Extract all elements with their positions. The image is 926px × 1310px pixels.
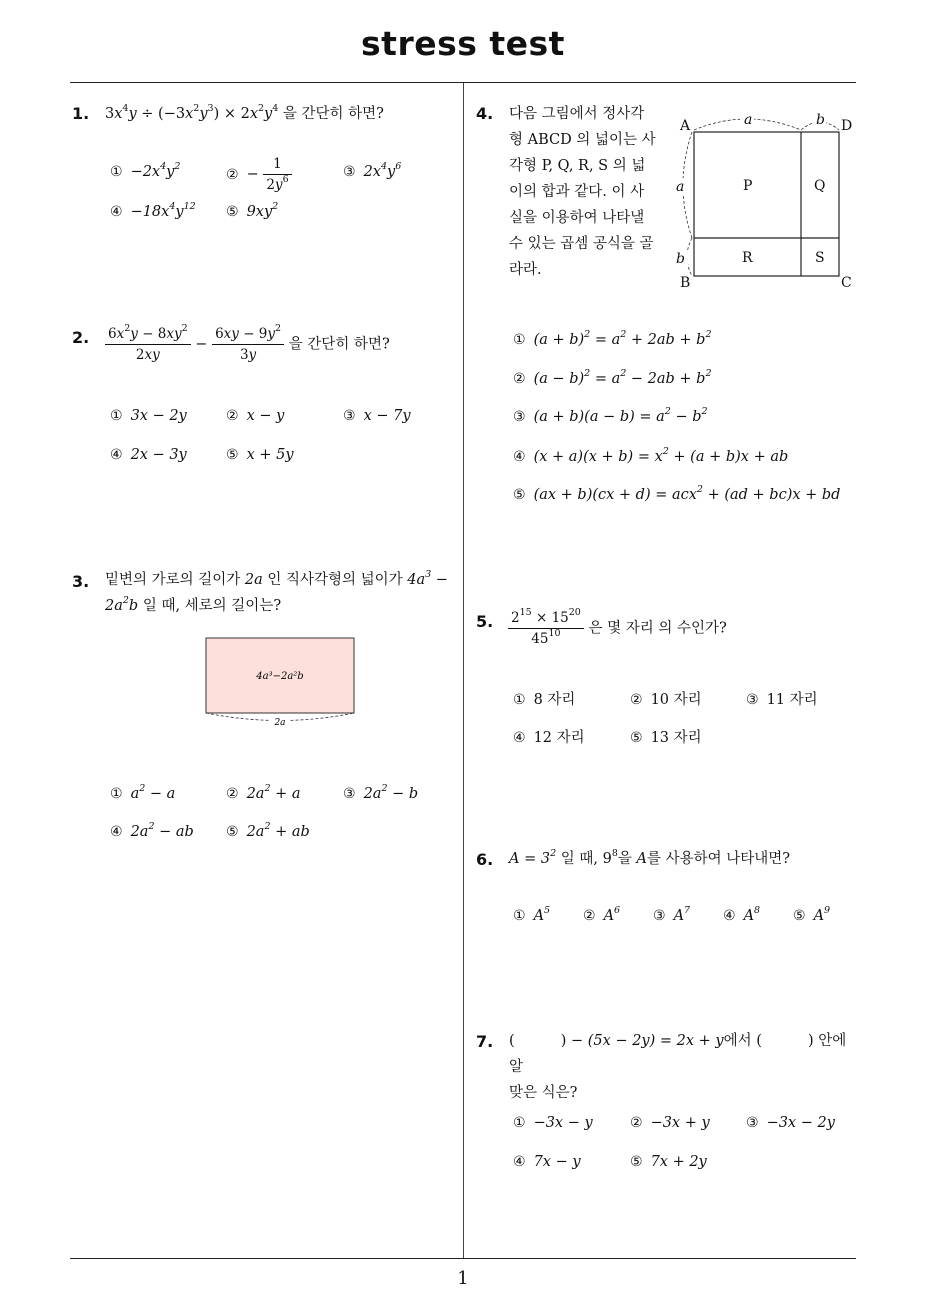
- q3-option-1[interactable]: ① $a^2 - a$: [110, 783, 176, 802]
- q1-option-3[interactable]: ③ $2x^4y^6$: [343, 161, 402, 180]
- q6-option-3[interactable]: ③ $A^7$: [653, 905, 691, 924]
- q4-corner-b: B: [680, 275, 691, 291]
- q3-option-3[interactable]: ③ $2a^2 - b$: [343, 783, 419, 802]
- q1-option-4[interactable]: ④ $-18x^4y^{12}$: [110, 201, 196, 220]
- q6-option-2[interactable]: ② $A^6$: [583, 905, 621, 924]
- q4-line: 이의 합과 같다. 이 사: [509, 184, 645, 200]
- q3-text-3: 일 때, 세로의 길이는?: [138, 598, 282, 614]
- q3-option-2[interactable]: ② $2a^2 + a$: [226, 783, 301, 802]
- q4-number: 4.: [476, 104, 494, 123]
- q4-left-b-label: b: [676, 251, 685, 267]
- q4-option-4[interactable]: ④ $(x + a)(x + b) = x^2 + (a + b)x$ + ab: [513, 446, 789, 465]
- q3-base-label: 2a: [274, 718, 286, 728]
- q4-region-p: P: [743, 178, 753, 194]
- q4-left-a-label: a: [676, 179, 685, 195]
- q7-stem: ( ) − (5x − 2y) = 2x + y에서 ( ) 안에 알 맞은 식은?: [509, 1033, 847, 1101]
- q4-top-b-label: b: [816, 112, 825, 128]
- q7-option-1[interactable]: ① −3x − y: [513, 1115, 593, 1131]
- q2-fraction-2: $\frac{6xy - 9y^2}{3y}$: [212, 326, 284, 363]
- q5-option-5[interactable]: ⑤ 13 자리: [630, 730, 702, 746]
- q2-option-3[interactable]: ③ x − 7y: [343, 408, 411, 424]
- q4-region-r: R: [742, 250, 753, 266]
- page-number: 1: [457, 1268, 469, 1289]
- q3-stem: 밑변의 가로의 길이가 2a 인 직사각형의 넓이가 $4a^3$ − $2a^2b$ 일 때, 세로의 길이는?: [105, 569, 448, 614]
- q3-area-label: 4a³−2a²b: [256, 671, 304, 682]
- q5-stem: [508, 607, 727, 647]
- q4-line: 각형 P, Q, R, S 의 넓: [509, 158, 646, 174]
- q6-option-4[interactable]: ④ $A^8$: [723, 905, 761, 924]
- q7-question: 맞은 식은?: [509, 1085, 578, 1101]
- q6-option-1[interactable]: ① $A^5$: [513, 905, 551, 924]
- q6-number: 6.: [476, 850, 494, 869]
- q6-option-5[interactable]: ⑤ $A^9$: [793, 905, 831, 924]
- q2-option-2[interactable]: ② x − y: [226, 408, 285, 424]
- q4-line: 수 있는 곱셈 공식을 골: [509, 236, 654, 252]
- q5-option-2[interactable]: ② 10 자리: [630, 692, 702, 708]
- q4-top-a-label: a: [744, 112, 753, 128]
- q4-line: 다음 그림에서 정사각: [509, 106, 645, 122]
- q3-option-5[interactable]: ⑤ $2a^2$ + ab: [226, 821, 310, 840]
- q5-number: 5.: [476, 612, 494, 631]
- q7-option-4[interactable]: ④ 7x − y: [513, 1154, 581, 1170]
- q4-option-3[interactable]: ③ $(a + b)(a - b) = a^2 - b^2$: [513, 406, 708, 425]
- q3-number: 3.: [72, 572, 90, 591]
- q1-option-1[interactable]: ① $-2x^4y^2$: [110, 161, 181, 180]
- q4-line: 실을 이용하여 나타낼: [509, 210, 645, 226]
- q2-option-5[interactable]: ⑤ x + 5y: [226, 447, 294, 463]
- q4-option-1[interactable]: ① $(a + b)^2 = a^2 + 2ab + b^2$: [513, 329, 712, 348]
- q7-option-3[interactable]: ③ −3x − 2y: [746, 1115, 835, 1131]
- q5-question: 은 몇 자리 의 수인가?: [588, 620, 727, 637]
- q3-text-1: 밑변의 가로의 길이가: [105, 572, 245, 588]
- q7-option-5[interactable]: ⑤ 7x + 2y: [630, 1154, 707, 1170]
- footer-rule: [70, 1258, 856, 1259]
- q4-stem: [509, 101, 669, 283]
- q4-option-5[interactable]: ⑤ (ax + b)(cx + d) = acx$^2$ + (ad + bc)x + bd: [513, 484, 841, 503]
- q2-number: 2.: [72, 328, 90, 347]
- q2-fraction-1: $\frac{6x^2y - 8xy^2}{2xy}$: [105, 326, 191, 363]
- q6-stem: $A = 3^2$ 일 때, $9^8$을 A를 사용하여 나타내면?: [509, 848, 791, 867]
- q5-option-3[interactable]: ③ 11 자리: [746, 692, 818, 708]
- q4-corner-a: A: [680, 118, 691, 134]
- q1-stem: [105, 101, 384, 127]
- q1-option-5[interactable]: ⑤ $9xy^2$: [226, 201, 279, 220]
- q4-option-2[interactable]: ② $(a - b)^2 = a^2 - 2ab + b^2$: [513, 368, 712, 387]
- q4-square-figure: [670, 108, 860, 294]
- column-divider: [463, 83, 464, 1259]
- q2-stem: $\frac{6x^2y - 8xy^2}{2xy}$ − $\frac{6xy - 9y^2}{3y}$ 을 간단히 하면?: [105, 326, 390, 363]
- q3-rectangle-figure: [200, 632, 362, 732]
- q7-option-2[interactable]: ② −3x + y: [630, 1115, 710, 1131]
- q1-number: 1.: [72, 104, 90, 123]
- q5-fraction: $\frac{2^{15} \times 15^{20}}{45^{10}}$: [508, 610, 584, 647]
- q1-option-2[interactable]: ② − $\frac{1}{2y^6}$: [226, 156, 292, 193]
- q7-number: 7.: [476, 1032, 494, 1051]
- q4-line: 형 ABCD 의 넓이는 사: [509, 132, 656, 148]
- q2-option-4[interactable]: ④ 2x − 3y: [110, 447, 187, 463]
- document-title: stress test: [361, 24, 565, 63]
- q2-option-1[interactable]: ① 3x − 2y: [110, 408, 187, 424]
- q4-corner-d: D: [841, 118, 853, 134]
- q4-line: 라라.: [509, 262, 542, 278]
- q5-option-1[interactable]: ① 8 자리: [513, 692, 576, 708]
- q5-option-4[interactable]: ④ 12 자리: [513, 730, 585, 746]
- q1-expression: $3x^4y \div (-3x^2y^3) \times 2x^2y^4$: [105, 103, 279, 122]
- q3-option-4[interactable]: ④ $2a^2$ − ab: [110, 821, 194, 840]
- q4-region-s: S: [815, 250, 825, 266]
- q3-text-2: 인 직사각형의 넓이가: [262, 572, 408, 588]
- q4-corner-c: C: [841, 275, 852, 291]
- q2-question: 을 간단히 하면?: [288, 336, 390, 353]
- q1-question: 을 간단히 하면?: [282, 106, 384, 122]
- q4-region-q: Q: [814, 178, 826, 194]
